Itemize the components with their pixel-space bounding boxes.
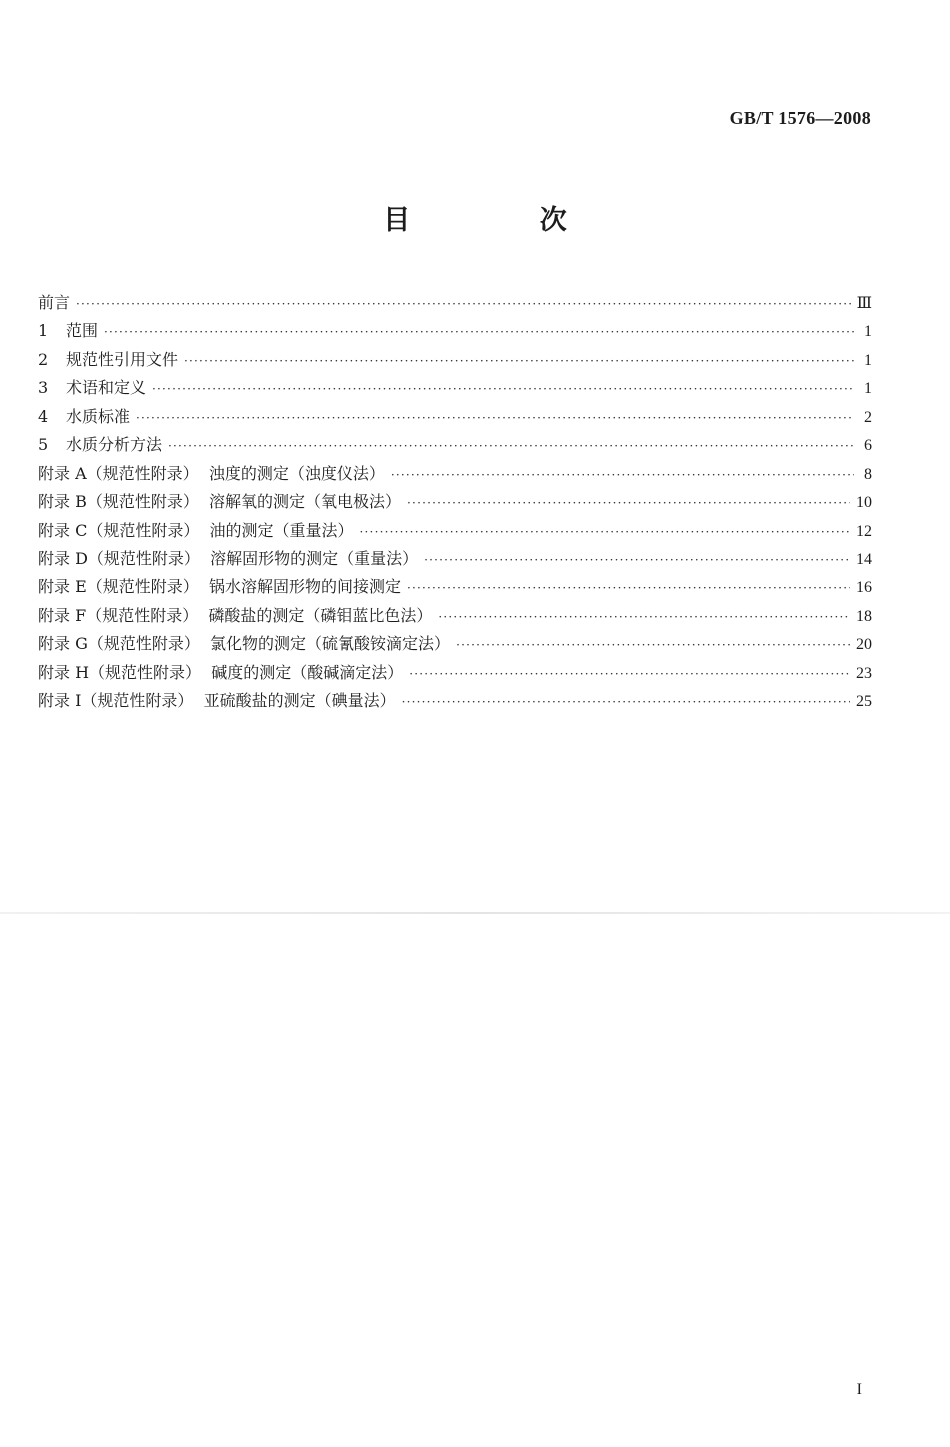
toc-leader-dots	[391, 468, 854, 482]
toc-entry-page: 20	[856, 636, 872, 654]
toc-entry-foreword[interactable]	[38, 290, 872, 318]
toc-entry-appendix-e[interactable]	[38, 574, 872, 602]
toc-entry-1[interactable]	[38, 318, 872, 346]
toc-entry-page: 2	[864, 408, 872, 426]
toc-entry-5[interactable]	[38, 432, 872, 460]
toc-entry-page: 6	[864, 437, 872, 455]
toc-entry-page: 14	[856, 550, 872, 568]
toc-entry-label: 水质分析方法	[66, 435, 163, 455]
toc-appendix-tag: 附录 G（规范性附录）	[38, 634, 200, 654]
toc-entry-label: 范围	[66, 321, 99, 341]
toc-leader-dots	[438, 610, 850, 624]
toc-appendix-tag: 附录 C（规范性附录）	[38, 520, 200, 540]
toc-leader-dots	[409, 667, 850, 681]
toc-entry-appendix-g[interactable]	[38, 631, 872, 659]
toc-entry-3[interactable]	[38, 375, 872, 403]
toc-leader-dots	[136, 411, 854, 425]
toc-entry-page: 25	[856, 693, 872, 711]
toc-leader-dots	[402, 695, 850, 709]
toc-entry-page: 12	[856, 522, 872, 540]
toc-entry-number: 2	[38, 349, 49, 369]
toc-entry-page: 8	[864, 465, 872, 483]
toc-leader-dots	[168, 439, 854, 453]
toc-entry-appendix-i[interactable]	[38, 688, 872, 716]
toc-entry-label: 溶解固形物的测定（重量法）	[210, 548, 419, 568]
toc-entry-label: 锅水溶解固形物的间接测定	[208, 577, 401, 597]
toc-entry-label: 碱度的测定（酸碱滴定法）	[211, 662, 404, 682]
toc-entry-label: 氯化物的测定（硫氰酸铵滴定法）	[210, 634, 451, 654]
page-number: I	[856, 1381, 862, 1398]
toc-leader-dots	[152, 382, 854, 396]
toc-entry-number: 4	[38, 406, 49, 426]
toc-entry-appendix-c[interactable]	[38, 518, 872, 546]
toc-entry-label: 浊度的测定（浊度仪法）	[208, 463, 385, 483]
page-title: 目 次	[383, 205, 627, 236]
toc-appendix-tag: 附录 D（规范性附录）	[38, 548, 200, 568]
toc-entry-number: 1	[38, 321, 49, 341]
toc-entry-label: 前言	[38, 293, 71, 312]
toc-entry-appendix-a[interactable]	[38, 461, 872, 489]
toc-entry-2[interactable]	[38, 347, 872, 375]
toc-entry-number: 5	[38, 435, 49, 455]
toc-leader-dots	[360, 525, 850, 539]
toc-leader-dots	[407, 496, 850, 510]
toc-entry-page: 16	[856, 579, 872, 597]
toc-appendix-tag: 附录 H（规范性附录）	[38, 662, 202, 682]
toc-leader-dots	[456, 638, 850, 652]
toc-entry-label: 亚硫酸盐的测定（碘量法）	[203, 691, 396, 711]
toc-entry-label: 油的测定（重量法）	[209, 520, 354, 540]
toc-appendix-tag: 附录 F（规范性附录）	[38, 605, 199, 625]
toc-entry-label: 磷酸盐的测定（磷钼蓝比色法）	[208, 605, 433, 625]
toc-entry-label: 规范性引用文件	[66, 349, 179, 369]
toc-leader-dots	[76, 297, 851, 311]
toc-entry-page: 1	[864, 323, 872, 341]
toc-entry-4[interactable]	[38, 404, 872, 432]
toc-entry-number: 3	[38, 378, 49, 398]
toc-entry-page: 1	[864, 351, 872, 369]
toc-leader-dots	[407, 581, 850, 595]
toc-entry-appendix-d[interactable]	[38, 546, 872, 574]
toc-entry-page: 18	[856, 607, 872, 625]
standard-code: GB/T 1576—2008	[729, 108, 871, 128]
toc-entry-appendix-h[interactable]	[38, 660, 872, 688]
toc-appendix-tag: 附录 A（规范性附录）	[38, 463, 199, 483]
toc-leader-dots	[104, 325, 854, 339]
scan-artifact-line	[0, 912, 950, 914]
toc-leader-dots	[424, 553, 850, 567]
toc-entry-label: 术语和定义	[66, 378, 147, 398]
toc-entry-label: 溶解氧的测定（氧电极法）	[209, 492, 402, 512]
toc-appendix-tag: 附录 E（规范性附录）	[38, 577, 199, 597]
toc-entry-page: 1	[864, 380, 872, 398]
toc-entry-page: 23	[856, 664, 872, 682]
toc-leader-dots	[184, 354, 854, 368]
toc-entry-page: Ⅲ	[856, 295, 872, 312]
toc-entry-page: 10	[856, 494, 872, 512]
toc-appendix-tag: 附录 I（规范性附录）	[38, 691, 194, 711]
table-of-contents	[38, 290, 872, 717]
toc-appendix-tag: 附录 B（规范性附录）	[38, 492, 199, 512]
toc-entry-appendix-f[interactable]	[38, 603, 872, 631]
toc-entry-appendix-b[interactable]	[38, 489, 872, 517]
toc-entry-label: 水质标准	[66, 406, 131, 426]
